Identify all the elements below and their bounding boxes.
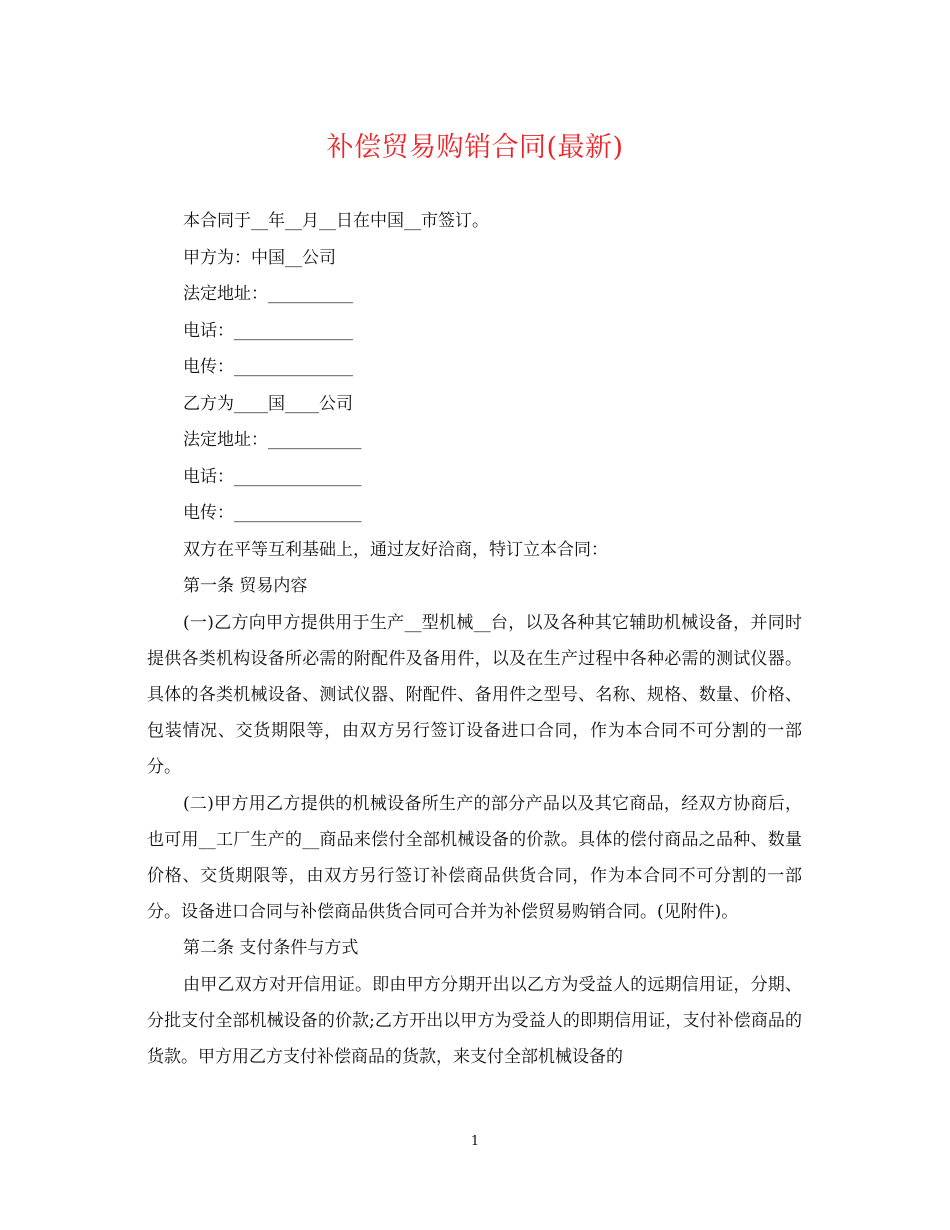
party-b-phone: 电话：_______________ [183,466,362,487]
contract-date-line: 本合同于__年__月__日在中国__市签订。 [183,211,489,231]
party-a-name: 甲方为：中国__公司 [183,247,336,268]
page-number: 1 [470,1134,480,1149]
party-b-telex: 电传：_______________ [183,503,362,523]
party-b-name: 乙方为____国____公司 [183,393,353,414]
party-a-telex: 电传：______________ [183,357,353,377]
document-title: 补偿贸易购销合同(最新) [326,132,624,163]
article-2-heading: 第二条 支付条件与方式 [183,938,359,959]
party-a-phone: 电话：______________ [183,320,353,341]
article-1-heading: 第一条 贸易内容 [183,576,308,596]
article-2-paragraph: 由甲乙双方对开信用证。即由甲方分期开出以乙方为受益人的远期信用证，分期、分批支付全部机械设备的价款;乙方开出以甲方为受益人的即期信用证，支付补偿商品的货款。甲方用乙方支付补偿商品的货款，来支付全部机械设备的 [147,974,802,1068]
article-1-clause-2: (二)甲方用乙方提供的机械设备所生产的部分产品以及其它商品，经双方协商后，也可用__工厂生产的__商品来偿付全部机械设备的价款。具体的偿付商品之品种、数量价格、交货期限等，由双方另行签订补偿商品供货合同，作为本合同不可分割的一部分。设备进口合同与补偿商品供货合同可合并为补偿贸易购销合同。(见附件)。 [147,793,802,923]
party-b-address: 法定地址：___________ [183,430,362,450]
party-a-address: 法定地址：__________ [183,284,353,304]
preamble: 双方在平等互利基础上，通过友好洽商，特订立本合同： [183,539,608,560]
article-1-clause-1: (一)乙方向甲方提供用于生产__型机械__台，以及各种其它辅助机械设备，并同时提供各类机构设备所必需的附配件及备用件，以及在生产过程中各种必需的测试仪器。具体的各类机械设备、测试仪器、附配件、备用件之型号、名称、规格、数量、价格、包装情况、交货期限等，由双方另行签订设备进口合同，作为本合同不可分割的一部分。 [147,612,802,778]
document-body [147,203,802,1075]
